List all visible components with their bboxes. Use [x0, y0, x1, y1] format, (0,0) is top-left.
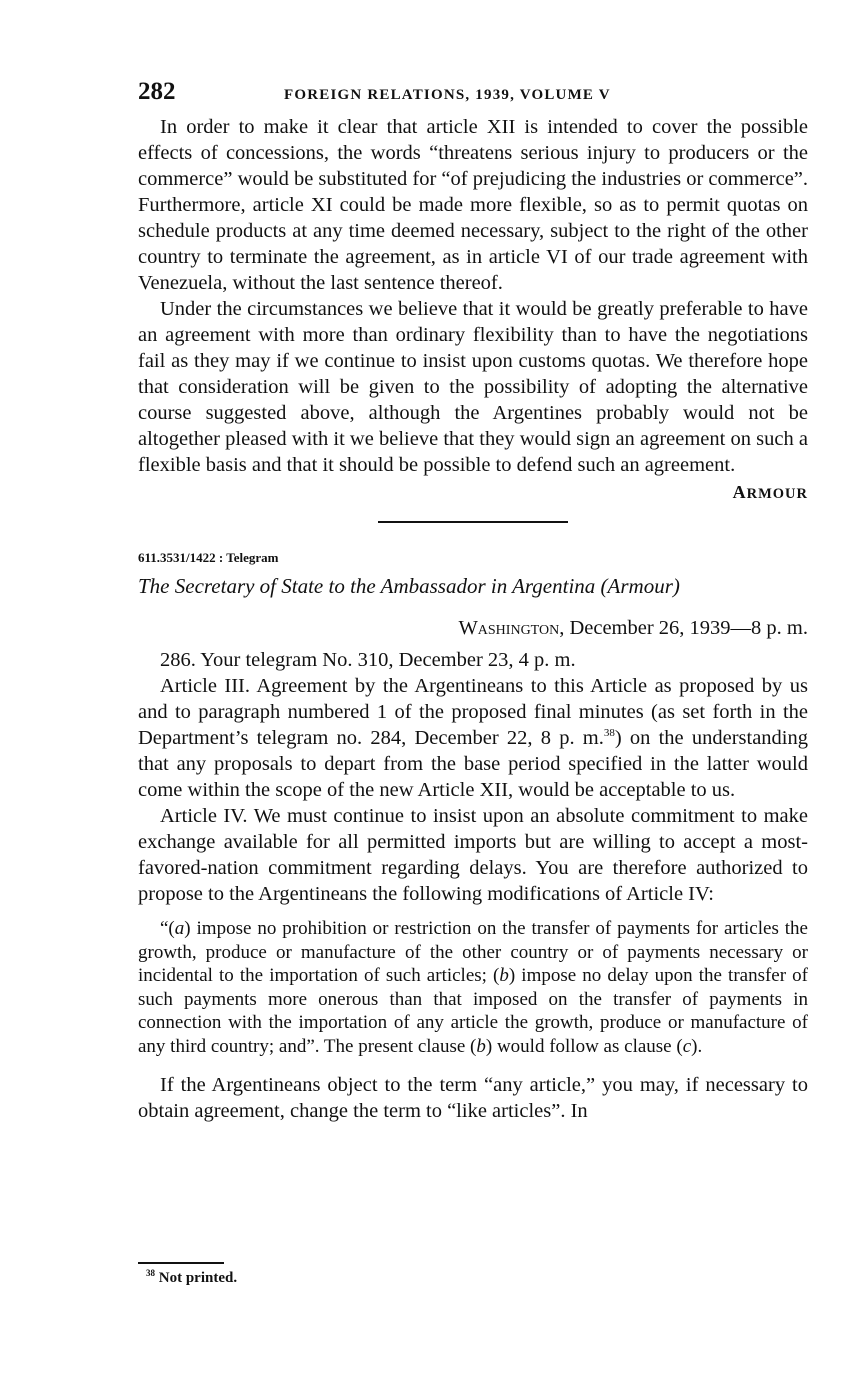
paragraph-article-iii [138, 673, 808, 803]
title-name: Armour [607, 574, 673, 598]
title-text: The Secretary of State to the Ambassador in Argentina ( [138, 574, 608, 598]
quote-clause-letter: b [499, 965, 509, 986]
page-header [138, 78, 808, 114]
footnote-reference: 38 [603, 727, 615, 740]
page-number: 282 [138, 78, 176, 105]
quote-segment: ) would follow as clause ( [485, 1035, 683, 1057]
paragraph-article-xii: In order to make it clear that article XII is intended to cover the possible effects of concessions, the words “threatens serious injury to producers or the commerce” would be substituted for “of prejudicing the industries or commerce”. Furthermore, article XI could be made more flexible, so as to permit quotas on schedule products at any time deemed necessary, subject to the right of the other country to terminate the agreement, as in article VI of our trade agreement with Venezuela, without the last sentence thereof. [138, 116, 809, 294]
document-page [138, 78, 808, 1124]
document-title [138, 571, 808, 607]
quote-segment: ). [691, 1035, 703, 1057]
footnote-number: 38 [146, 1268, 155, 1278]
paragraph-article-iv: Article IV. We must continue to insist upon an absolute commitment to make exchange available for all permitted imports but are willing to accept a most-favored-nation commitment regarding delays. You are therefore authorized to propose to the Argentineans the following modifications of Article IV: [138, 805, 808, 905]
dateline-date: , December 26, 1939—8 p. m. [559, 617, 808, 639]
paragraph-any-article: If the Argentineans object to the term “any article,” you may, if necessary to obtain agreement, change the term to “like articles”. In [138, 1074, 808, 1122]
article-iii-text: Article III. Agreement by the Argentineans to this Article as proposed by us and to paragraph numbered 1 of the proposed final minutes (as set forth in the Department’s telegram no. 284, December 22, 8 p. m. [138, 675, 808, 749]
quote-clause-letter: c [682, 1035, 692, 1057]
signature-rest: RMOUR [746, 486, 808, 502]
article-iii-text-cont: ) on the understanding that any proposals to depart from the base period specified in the latter would come within the scope of the new Article XII, would be acceptable to us. [138, 727, 808, 801]
title-close: ) [672, 574, 680, 598]
signature-armour [138, 478, 808, 506]
quote-segment: ) impose no delay upon the transfer of such payments more onerous than that imposed on the transfer of payments in connection with the importation of any article the growth, produce or manufacture of any third country; and”. The present clause ( [138, 965, 808, 1057]
paragraph-circumstances: Under the circumstances we believe that it would be greatly preferable to have an agreement with more than ordinary flexibility than to have the negotiations fail as they may if we continue to insist upon customs quotas. We therefore hope that consideration will be given to the possibility of adopting the alternative course suggested above, although the Argentines probably would not be altogether pleased with it we believe that they would sign an agreement on such a flexible basis and that it should be possible to defend such an agreement. [138, 298, 808, 476]
file-reference: 611.3531/1422 : Telegram [138, 550, 279, 565]
quote-segment: ) impose no prohibition or restriction on the transfer of payments for articles the growth, produce or manufacture of the other country or of payments necessary or incidental to the importation of such articles; ( [138, 918, 808, 986]
dateline-place: Washington [458, 617, 560, 639]
quote-clause-letter: a [174, 918, 185, 939]
dateline [138, 607, 808, 647]
running-head: FOREIGN RELATIONS, 1939, VOLUME V [284, 87, 611, 103]
footnote-text: Not printed. [158, 1270, 238, 1286]
quoted-modification [138, 917, 808, 1058]
signature-initial: A [732, 482, 747, 502]
section-divider [378, 521, 568, 523]
footnote-divider [138, 1262, 224, 1264]
quote-segment: “( [160, 918, 175, 939]
quote-clause-letter: b [476, 1035, 486, 1057]
paragraph-telegram-ref: 286. Your telegram No. 310, December 23, 4 p. m. [160, 649, 576, 671]
footnote [146, 1270, 237, 1287]
